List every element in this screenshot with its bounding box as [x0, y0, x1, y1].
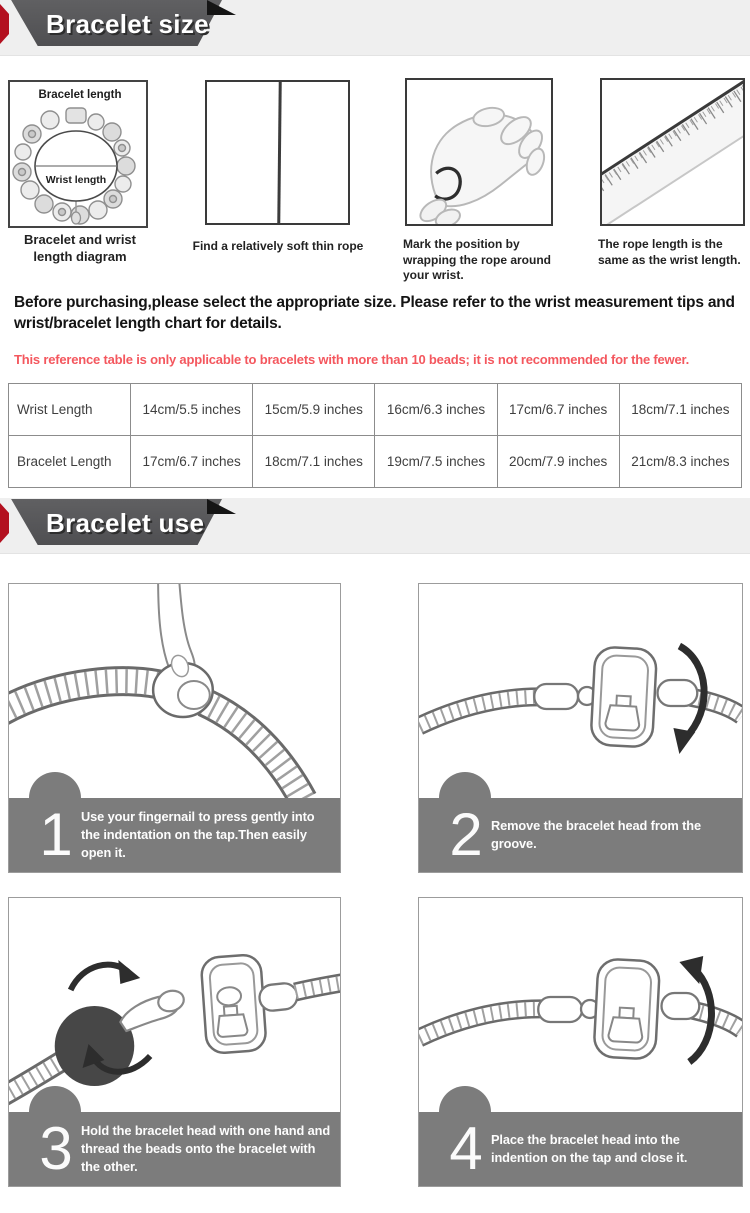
- table-cell: 18cm/7.1 inches: [619, 384, 741, 436]
- table-cell: 17cm/6.7 inches: [497, 384, 619, 436]
- ruler-illustration: [602, 80, 743, 224]
- rope-caption: Find a relatively soft thin rope: [192, 239, 364, 253]
- ribbon-red-accent: [0, 503, 9, 543]
- row-label: Bracelet Length: [9, 436, 131, 488]
- step3-number: 3: [39, 1115, 73, 1182]
- wrist-panel: [405, 78, 553, 226]
- ruler-caption: The rope length is the same as the wrist length.: [598, 237, 741, 267]
- table-cell: 14cm/5.5 inches: [131, 384, 253, 436]
- step4-bar: [419, 1112, 742, 1186]
- diagram-caption: Bracelet and wrist length diagram: [24, 232, 136, 264]
- step2-text: Remove the bracelet head from the groove.: [491, 817, 702, 851]
- bracelet-length-label: Bracelet length: [38, 89, 122, 101]
- step4-number: 4: [449, 1115, 483, 1182]
- table-cell: 15cm/5.9 inches: [253, 384, 375, 436]
- bracelet-diagram-illustration: [10, 82, 146, 226]
- table-cell: 20cm/7.9 inches: [497, 436, 619, 488]
- table-cell: 21cm/8.3 inches: [619, 436, 741, 488]
- step2-illustration: [419, 584, 742, 799]
- size-banner: [0, 0, 240, 48]
- reference-note: This reference table is only applicable to bracelets with more than 10 beads; it is not recommended for the fewer.: [14, 352, 690, 367]
- wrist-caption: Mark the position by wrapping the rope around your wrist.: [403, 237, 552, 283]
- size-table: [8, 383, 742, 488]
- step1-text: Use your fingernail to press gently into the indentation on the tap.Then easily open it.: [81, 808, 315, 861]
- size-banner-title: Bracelet size: [46, 9, 209, 39]
- table-row: [9, 436, 742, 488]
- bracelet-diagram-panel: [8, 80, 148, 228]
- step1-illustration: [9, 584, 340, 799]
- wrist-length-label: Wrist length: [45, 174, 107, 186]
- step-panel-2: [418, 583, 743, 873]
- step1-number: 1: [39, 801, 73, 868]
- step4-illustration: [419, 898, 742, 1113]
- step2-number: 2: [449, 801, 483, 868]
- use-banner-title: Bracelet use: [46, 508, 205, 538]
- ruler-panel: [600, 78, 745, 226]
- step3-illustration: [9, 898, 340, 1113]
- step3-text: Hold the bracelet head with one hand and thread the beads onto the bracelet with the other.: [81, 1122, 331, 1175]
- table-row: [9, 384, 742, 436]
- step-panel-1: [8, 583, 341, 873]
- ribbon-red-accent: [0, 4, 9, 44]
- step-panel-4: [418, 897, 743, 1187]
- rope-illustration: [277, 82, 281, 223]
- step1-bar: [9, 798, 340, 872]
- step2-bar: [419, 798, 742, 872]
- table-cell: 16cm/6.3 inches: [375, 384, 497, 436]
- use-banner: [0, 499, 240, 547]
- table-cell: 17cm/6.7 inches: [131, 436, 253, 488]
- step3-bar: [9, 1112, 340, 1186]
- table-cell: 19cm/7.5 inches: [375, 436, 497, 488]
- step4-text: Place the bracelet head into the indention on the tap and close it.: [491, 1131, 688, 1165]
- rope-panel: [205, 80, 350, 225]
- table-cell: 18cm/7.1 inches: [253, 436, 375, 488]
- row-label: Wrist Length: [9, 384, 131, 436]
- step-panel-3: [8, 897, 341, 1187]
- intro-text: Before purchasing,please select the appropriate size. Please refer to the wrist measurement tips and wrist/bracelet length chart for details.: [14, 294, 735, 332]
- hand-wrist-illustration: [407, 80, 551, 224]
